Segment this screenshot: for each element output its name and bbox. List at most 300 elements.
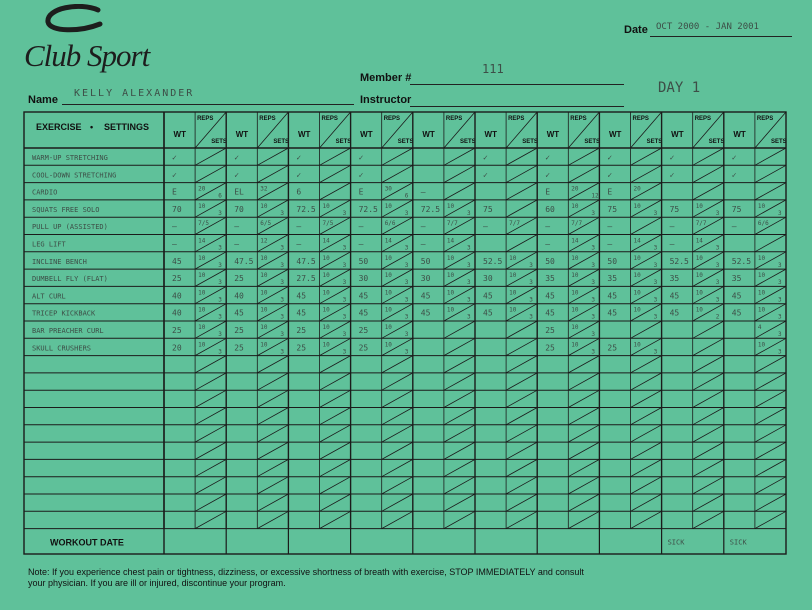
weight-value[interactable]: 45 bbox=[234, 308, 244, 318]
weight-value[interactable]: 50 bbox=[358, 256, 369, 266]
weight-value[interactable]: 40 bbox=[172, 308, 182, 318]
sets-value[interactable]: 3 bbox=[591, 331, 596, 338]
reps-value[interactable]: 10 bbox=[446, 289, 455, 297]
reps-value[interactable]: 10 bbox=[757, 289, 766, 297]
sets-value[interactable]: 3 bbox=[404, 313, 409, 321]
reps-value[interactable]: 10 bbox=[260, 254, 268, 262]
reps-value[interactable]: 10 bbox=[198, 324, 206, 331]
reps-value[interactable]: 10 bbox=[384, 306, 392, 314]
sets-header: SETS bbox=[708, 139, 725, 145]
sets-value[interactable]: 3 bbox=[653, 348, 658, 356]
sets-value[interactable]: 3 bbox=[715, 279, 720, 287]
reps-value[interactable]: 10 bbox=[384, 202, 392, 210]
weight-value[interactable]: 25 bbox=[545, 326, 555, 335]
reps-value[interactable]: 10 bbox=[322, 202, 330, 210]
weight-value[interactable]: — bbox=[420, 222, 426, 232]
weight-value[interactable]: ✓ bbox=[607, 170, 613, 180]
reps-value[interactable]: 10 bbox=[571, 254, 579, 262]
reps-value[interactable]: 10 bbox=[446, 272, 455, 280]
sets-value[interactable]: 6 bbox=[218, 192, 222, 200]
sets-value[interactable]: 3 bbox=[715, 244, 720, 252]
sets-value[interactable]: 3 bbox=[404, 209, 409, 217]
reps-value[interactable]: 32 bbox=[260, 185, 268, 193]
sets-value[interactable]: 3 bbox=[280, 296, 285, 304]
reps-value[interactable]: 14 bbox=[633, 237, 641, 245]
reps-value[interactable]: 10 bbox=[384, 341, 392, 349]
weight-value[interactable]: 72.5 bbox=[296, 204, 316, 214]
weight-value[interactable]: 45 bbox=[483, 291, 493, 301]
reps-value[interactable]: 10 bbox=[695, 289, 703, 297]
weight-value[interactable]: 45 bbox=[669, 308, 680, 318]
weight-value[interactable]: E bbox=[607, 187, 613, 197]
reps-value[interactable]: 10 bbox=[509, 254, 517, 262]
weight-value[interactable]: 35 bbox=[731, 274, 742, 284]
reps-sets-diagonal bbox=[755, 494, 786, 511]
reps-value[interactable]: 10 bbox=[509, 289, 517, 297]
weight-value[interactable]: — bbox=[358, 222, 364, 232]
reps-value[interactable]: 10 bbox=[571, 272, 579, 280]
weight-value[interactable]: 25 bbox=[234, 343, 244, 353]
sets-value[interactable]: 3 bbox=[715, 209, 720, 217]
reps-value[interactable]: 10 bbox=[198, 272, 206, 280]
wt-header: WT bbox=[235, 130, 249, 139]
weight-value[interactable]: 50 bbox=[607, 256, 618, 266]
reps-value[interactable]: 10 bbox=[384, 272, 392, 280]
weight-value[interactable]: 45 bbox=[669, 291, 680, 301]
reps-value[interactable]: 10 bbox=[757, 306, 766, 314]
sets-value[interactable]: 3 bbox=[529, 261, 533, 269]
sets-value[interactable]: 3 bbox=[778, 348, 782, 356]
reps-value[interactable]: 10 bbox=[446, 306, 455, 314]
weight-value[interactable]: 52.5 bbox=[483, 256, 503, 266]
weight-value[interactable]: 25 bbox=[234, 326, 244, 335]
sets-value[interactable]: 3 bbox=[342, 244, 347, 252]
weight-value[interactable]: ✓ bbox=[731, 153, 737, 162]
sets-value[interactable]: 3 bbox=[653, 244, 658, 252]
sets-value[interactable]: 3 bbox=[218, 261, 222, 269]
reps-value[interactable]: 10 bbox=[446, 254, 455, 262]
reps-sets-diagonal bbox=[506, 200, 537, 217]
reps-sets-diagonal bbox=[755, 165, 786, 182]
sets-value[interactable]: 3 bbox=[591, 209, 596, 217]
weight-value[interactable]: 45 bbox=[420, 291, 431, 301]
reps-sets-diagonal bbox=[693, 165, 724, 182]
weight-value[interactable]: 25 bbox=[545, 343, 555, 353]
weight-value[interactable]: — bbox=[545, 222, 551, 232]
reps-value[interactable]: 10 bbox=[322, 289, 330, 297]
reps-value[interactable]: 10 bbox=[633, 289, 641, 297]
weight-value[interactable]: 45 bbox=[296, 308, 307, 318]
weight-value[interactable]: ✓ bbox=[483, 153, 488, 162]
reps-value[interactable]: 14 bbox=[571, 237, 579, 245]
sets-value[interactable]: 3 bbox=[529, 279, 533, 287]
sets-value[interactable]: 3 bbox=[715, 261, 720, 269]
sets-value[interactable]: 3 bbox=[218, 244, 222, 252]
reps-value[interactable]: 10 bbox=[571, 289, 579, 297]
reps-value[interactable]: 7/7 bbox=[695, 220, 707, 228]
sets-value[interactable]: 3 bbox=[467, 261, 471, 269]
weight-value[interactable]: 40 bbox=[172, 291, 182, 301]
reps-sets-diagonal bbox=[568, 373, 599, 390]
reps-value[interactable]: 6/6 bbox=[384, 220, 396, 228]
sets-value[interactable]: 3 bbox=[342, 296, 347, 304]
weight-value[interactable]: ✓ bbox=[669, 153, 675, 162]
reps-value[interactable]: 20 bbox=[571, 185, 579, 193]
weight-value[interactable]: E bbox=[545, 187, 551, 197]
reps-value[interactable]: 6/5 bbox=[260, 220, 272, 228]
weight-value[interactable]: 45 bbox=[172, 256, 182, 266]
reps-sets-diagonal bbox=[631, 425, 662, 442]
weight-value[interactable]: 45 bbox=[358, 291, 369, 301]
weight-value[interactable]: ✓ bbox=[172, 153, 177, 162]
reps-sets-diagonal bbox=[506, 338, 537, 355]
weight-value[interactable]: E bbox=[358, 187, 364, 197]
weight-value[interactable]: 6 bbox=[296, 187, 302, 197]
sets-value[interactable]: 3 bbox=[778, 279, 782, 287]
reps-value[interactable]: 10 bbox=[384, 324, 392, 331]
sets-value[interactable]: 3 bbox=[280, 209, 285, 217]
weight-value[interactable]: ✓ bbox=[234, 153, 240, 162]
sets-value[interactable]: 3 bbox=[467, 244, 471, 252]
reps-value[interactable]: 10 bbox=[757, 272, 766, 280]
sets-value[interactable]: 3 bbox=[218, 279, 222, 287]
reps-value[interactable]: 10 bbox=[757, 254, 766, 262]
weight-value[interactable]: ✓ bbox=[358, 170, 364, 180]
reps-sets-diagonal bbox=[382, 408, 413, 425]
weight-value[interactable]: — bbox=[669, 239, 675, 249]
sets-value[interactable]: 3 bbox=[591, 279, 596, 287]
reps-value[interactable]: 10 bbox=[260, 202, 268, 210]
weight-value[interactable]: ✓ bbox=[669, 170, 675, 180]
weight-value[interactable]: ✓ bbox=[234, 170, 240, 180]
reps-value[interactable]: 10 bbox=[633, 272, 641, 280]
reps-value[interactable]: 10 bbox=[757, 202, 766, 210]
reps-value[interactable]: 10 bbox=[633, 341, 641, 349]
sets-value[interactable]: 3 bbox=[404, 296, 409, 304]
sets-value[interactable]: 3 bbox=[404, 279, 409, 287]
weight-value[interactable]: 25 bbox=[296, 343, 307, 353]
reps-value[interactable]: 7/7 bbox=[509, 220, 520, 228]
weight-value[interactable]: ✓ bbox=[483, 170, 488, 180]
reps-value[interactable]: 10 bbox=[757, 341, 766, 349]
weight-value[interactable]: 72.5 bbox=[420, 204, 441, 214]
reps-value[interactable]: 10 bbox=[198, 289, 206, 297]
reps-value[interactable]: 20 bbox=[633, 185, 641, 193]
reps-value[interactable]: 10 bbox=[260, 306, 268, 314]
day-note: DAY 1 bbox=[658, 80, 701, 96]
weight-value[interactable]: 75 bbox=[669, 204, 680, 214]
workout-date-value[interactable]: SICK bbox=[729, 538, 747, 547]
sets-value[interactable]: 3 bbox=[467, 296, 471, 304]
weight-value[interactable]: 75 bbox=[483, 204, 493, 214]
weight-value[interactable]: 52.5 bbox=[669, 256, 689, 266]
reps-value[interactable]: 4 bbox=[757, 324, 762, 331]
reps-value[interactable]: 10 bbox=[198, 254, 206, 262]
date-value[interactable]: OCT 2000 - JAN 2001 bbox=[656, 22, 759, 32]
reps-sets-diagonal bbox=[693, 338, 724, 355]
reps-value[interactable]: 14 bbox=[446, 237, 455, 245]
sets-value[interactable]: 3 bbox=[280, 313, 285, 321]
reps-value[interactable]: 7/5 bbox=[322, 220, 334, 228]
weight-value[interactable]: 50 bbox=[545, 256, 555, 266]
reps-value[interactable]: 10 bbox=[633, 306, 641, 314]
name-value[interactable]: KELLY ALEXANDER bbox=[74, 88, 195, 99]
weight-value[interactable]: ✓ bbox=[545, 170, 551, 180]
sets-value[interactable]: 3 bbox=[280, 279, 285, 287]
reps-sets-diagonal bbox=[382, 373, 413, 390]
weight-value[interactable]: — bbox=[296, 239, 302, 249]
reps-value[interactable]: 10 bbox=[322, 306, 330, 314]
weight-value[interactable]: 27.5 bbox=[296, 274, 316, 284]
weight-value[interactable]: — bbox=[296, 222, 302, 232]
reps-value[interactable]: 20 bbox=[198, 185, 206, 193]
weight-value[interactable]: ✓ bbox=[172, 170, 177, 180]
weight-value[interactable]: — bbox=[731, 222, 737, 232]
reps-value[interactable]: 10 bbox=[695, 202, 703, 210]
weight-value[interactable]: 70 bbox=[234, 204, 244, 214]
weight-value[interactable]: 35 bbox=[545, 274, 555, 284]
reps-sets-diagonal bbox=[257, 442, 288, 459]
sets-value[interactable]: 3 bbox=[218, 331, 222, 338]
sets-value[interactable]: 3 bbox=[653, 209, 658, 217]
sets-value[interactable]: 3 bbox=[404, 261, 409, 269]
weight-value[interactable]: — bbox=[483, 222, 488, 232]
sets-value[interactable]: 3 bbox=[591, 244, 596, 252]
reps-value[interactable]: 30 bbox=[384, 185, 392, 193]
workout-date-value[interactable]: SICK bbox=[667, 538, 685, 547]
sets-value[interactable]: 3 bbox=[280, 331, 285, 338]
weight-value[interactable]: 47.5 bbox=[296, 256, 316, 266]
sets-value[interactable]: 3 bbox=[342, 348, 347, 356]
reps-value[interactable]: 10 bbox=[509, 306, 517, 314]
weight-value[interactable]: — bbox=[607, 239, 613, 249]
sets-value[interactable]: 3 bbox=[342, 261, 347, 269]
weight-value[interactable]: 25 bbox=[172, 274, 182, 284]
member-value[interactable]: 111 bbox=[482, 62, 504, 76]
reps-sets-diagonal bbox=[257, 165, 288, 182]
sets-value[interactable]: 3 bbox=[778, 296, 782, 304]
sets-value[interactable]: 3 bbox=[529, 313, 533, 321]
reps-value[interactable]: 10 bbox=[322, 272, 330, 280]
weight-value[interactable]: — bbox=[420, 187, 426, 197]
weight-value[interactable]: 35 bbox=[669, 274, 680, 284]
reps-sets-diagonal bbox=[506, 511, 537, 528]
reps-value[interactable]: 7/7 bbox=[571, 220, 583, 228]
reps-sets-diagonal bbox=[631, 390, 662, 407]
reps-value[interactable]: 10 bbox=[509, 272, 517, 280]
reps-sets-diagonal bbox=[755, 235, 786, 252]
sets-value[interactable]: 3 bbox=[404, 331, 409, 338]
weight-value[interactable]: 45 bbox=[545, 308, 555, 318]
weight-value[interactable]: ✓ bbox=[731, 170, 737, 180]
sets-value[interactable]: 3 bbox=[342, 209, 347, 217]
weight-value[interactable]: 45 bbox=[296, 291, 307, 301]
weight-value[interactable]: 45 bbox=[731, 291, 742, 301]
weight-value[interactable]: — bbox=[172, 239, 177, 249]
reps-value[interactable]: 10 bbox=[633, 202, 641, 210]
weight-value[interactable]: 52.5 bbox=[731, 256, 752, 266]
weight-value[interactable]: ✓ bbox=[296, 170, 302, 180]
weight-value[interactable]: 70 bbox=[172, 204, 182, 214]
sets-value[interactable]: 3 bbox=[342, 331, 347, 338]
reps-value[interactable]: 10 bbox=[260, 272, 268, 280]
sets-header: SETS bbox=[771, 139, 787, 145]
reps-value[interactable]: 6/6 bbox=[757, 220, 769, 228]
reps-value[interactable]: 10 bbox=[260, 341, 268, 349]
sets-value[interactable]: 3 bbox=[778, 313, 782, 321]
reps-value[interactable]: 10 bbox=[695, 272, 703, 280]
sets-value[interactable]: 3 bbox=[218, 313, 222, 321]
sets-value[interactable]: 3 bbox=[591, 348, 596, 356]
safety-note: Note: If you experience chest pain or tightness, dizziness, or excessive shortness of breath with exercise, STOP IMMEDIATELY and consult your physician. If you are ill or injured, discontinue your program. bbox=[28, 567, 584, 588]
sets-header: SETS bbox=[211, 139, 227, 145]
wt-header: WT bbox=[297, 130, 311, 139]
reps-sets-diagonal bbox=[506, 321, 537, 338]
weight-value[interactable]: — bbox=[607, 222, 613, 232]
weight-value[interactable]: 40 bbox=[234, 291, 244, 301]
sets-value[interactable]: 3 bbox=[591, 261, 596, 269]
reps-sets-diagonal bbox=[195, 373, 226, 390]
sets-value[interactable]: 3 bbox=[280, 244, 285, 252]
sets-value[interactable]: 3 bbox=[778, 261, 782, 269]
sets-value[interactable]: 3 bbox=[529, 296, 533, 304]
reps-sets-diagonal bbox=[693, 390, 724, 407]
weight-value[interactable]: 25 bbox=[358, 343, 369, 353]
weight-value[interactable]: ✓ bbox=[296, 153, 302, 162]
weight-value[interactable]: 25 bbox=[358, 326, 369, 335]
weight-value[interactable]: — bbox=[358, 239, 364, 249]
sets-value[interactable]: 3 bbox=[653, 279, 658, 287]
sets-value[interactable]: 3 bbox=[218, 348, 222, 356]
weight-value[interactable]: — bbox=[234, 222, 240, 232]
sets-value[interactable]: 3 bbox=[653, 261, 658, 269]
reps-value[interactable]: 14 bbox=[384, 237, 392, 245]
reps-value[interactable]: 10 bbox=[571, 202, 579, 210]
weight-value[interactable]: 25 bbox=[607, 343, 618, 353]
reps-value[interactable]: 10 bbox=[260, 289, 268, 297]
weight-value[interactable]: 45 bbox=[607, 308, 618, 318]
sets-value[interactable]: 3 bbox=[467, 279, 471, 287]
reps-value[interactable]: 10 bbox=[384, 254, 392, 262]
sets-value[interactable]: 2 bbox=[715, 313, 720, 321]
sets-value[interactable]: 3 bbox=[467, 313, 471, 321]
sets-value[interactable]: 3 bbox=[653, 296, 658, 304]
sets-value[interactable]: 3 bbox=[404, 348, 409, 356]
reps-value[interactable]: 10 bbox=[571, 341, 579, 349]
sets-value[interactable]: 3 bbox=[778, 209, 782, 217]
reps-sets-diagonal bbox=[506, 408, 537, 425]
weight-value[interactable]: 45 bbox=[483, 308, 493, 318]
weight-value[interactable]: ✓ bbox=[607, 153, 613, 162]
reps-value[interactable]: 7/5 bbox=[198, 220, 209, 228]
sets-value[interactable]: 3 bbox=[653, 313, 658, 321]
weight-value[interactable]: 30 bbox=[358, 274, 369, 284]
sets-value[interactable]: 3 bbox=[342, 279, 347, 287]
weight-value[interactable]: EL bbox=[234, 187, 244, 197]
weight-value[interactable]: 30 bbox=[420, 274, 431, 284]
exercise-name: SKULL CRUSHERS bbox=[32, 344, 92, 353]
sets-value[interactable]: 3 bbox=[280, 348, 285, 356]
weight-value[interactable]: — bbox=[545, 239, 551, 249]
reps-value[interactable]: 14 bbox=[322, 237, 330, 245]
reps-value[interactable]: 14 bbox=[695, 237, 703, 245]
reps-value[interactable]: 10 bbox=[571, 324, 579, 331]
reps-sets-diagonal bbox=[506, 183, 537, 200]
reps-value[interactable]: 10 bbox=[695, 254, 703, 262]
reps-value[interactable]: 10 bbox=[322, 254, 330, 262]
weight-value[interactable]: 47.5 bbox=[234, 256, 254, 266]
weight-value[interactable]: 20 bbox=[172, 343, 182, 353]
sets-value[interactable]: 6 bbox=[404, 192, 409, 200]
weight-value[interactable]: 45 bbox=[420, 308, 431, 318]
reps-value[interactable]: 10 bbox=[260, 324, 268, 331]
weight-value[interactable]: ✓ bbox=[358, 153, 364, 162]
weight-value[interactable]: 35 bbox=[607, 274, 618, 284]
sets-value[interactable]: 3 bbox=[342, 313, 347, 321]
reps-sets-diagonal bbox=[506, 459, 537, 476]
reps-sets-diagonal bbox=[631, 165, 662, 182]
weight-value[interactable]: 45 bbox=[731, 308, 742, 318]
sets-value[interactable]: 3 bbox=[591, 296, 596, 304]
sets-value[interactable]: 3 bbox=[778, 331, 782, 338]
weight-value[interactable]: 75 bbox=[731, 204, 742, 214]
reps-sets-diagonal bbox=[631, 408, 662, 425]
sets-value[interactable]: 3 bbox=[218, 209, 222, 217]
sets-value[interactable]: 3 bbox=[591, 313, 596, 321]
reps-value[interactable]: 10 bbox=[633, 254, 641, 262]
reps-value[interactable]: 10 bbox=[322, 324, 330, 331]
reps-value[interactable]: 10 bbox=[384, 289, 392, 297]
reps-value[interactable]: 10 bbox=[446, 202, 455, 210]
reps-value[interactable]: 14 bbox=[198, 237, 206, 245]
weight-value[interactable]: 75 bbox=[607, 204, 618, 214]
sets-value[interactable]: 3 bbox=[280, 261, 285, 269]
weight-value[interactable]: 30 bbox=[483, 274, 493, 284]
sets-value[interactable]: 3 bbox=[467, 209, 471, 217]
weight-value[interactable]: 25 bbox=[296, 326, 307, 335]
weight-value[interactable]: 25 bbox=[172, 326, 182, 335]
reps-value[interactable]: 10 bbox=[198, 341, 206, 349]
weight-value[interactable]: E bbox=[172, 187, 177, 197]
sets-value[interactable]: 3 bbox=[218, 296, 222, 304]
reps-value[interactable]: 10 bbox=[198, 306, 206, 314]
weight-value[interactable]: 25 bbox=[234, 274, 244, 284]
reps-sets-diagonal bbox=[195, 408, 226, 425]
sets-value[interactable]: 12 bbox=[591, 192, 599, 200]
weight-value[interactable]: 60 bbox=[545, 204, 555, 214]
weight-value[interactable]: — bbox=[234, 239, 240, 249]
weight-value[interactable]: 72.5 bbox=[358, 204, 378, 214]
sets-value[interactable]: 3 bbox=[715, 296, 720, 304]
weight-value[interactable]: 45 bbox=[358, 308, 369, 318]
reps-value[interactable]: 7/7 bbox=[446, 220, 458, 228]
reps-value[interactable]: 10 bbox=[571, 306, 579, 314]
reps-sets-diagonal bbox=[568, 494, 599, 511]
weight-value[interactable]: — bbox=[669, 222, 675, 232]
weight-value[interactable]: 45 bbox=[607, 291, 618, 301]
weight-value[interactable]: — bbox=[420, 239, 426, 249]
reps-value[interactable]: 12 bbox=[260, 237, 268, 245]
weight-value[interactable]: 50 bbox=[420, 256, 431, 266]
reps-value[interactable]: 10 bbox=[695, 306, 703, 314]
weight-value[interactable]: ✓ bbox=[545, 153, 551, 162]
reps-value[interactable]: 10 bbox=[322, 341, 330, 349]
reps-value[interactable]: 10 bbox=[198, 202, 206, 210]
sets-value[interactable]: 3 bbox=[404, 244, 409, 252]
weight-value[interactable]: 45 bbox=[545, 291, 555, 301]
weight-value[interactable]: — bbox=[172, 222, 177, 232]
reps-sets-diagonal bbox=[257, 356, 288, 373]
